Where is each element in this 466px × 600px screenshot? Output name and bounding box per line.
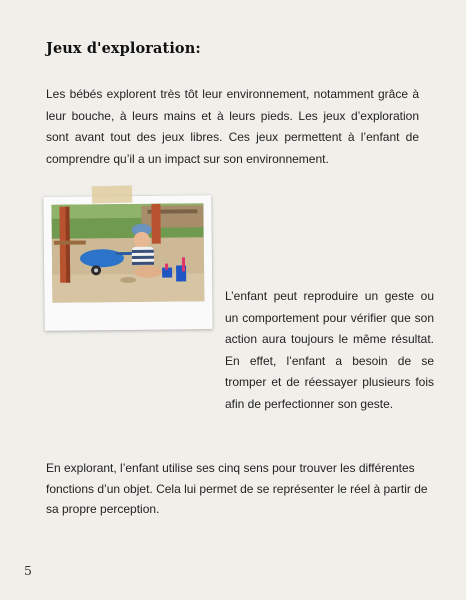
child-playing-in-sand-photo	[51, 203, 204, 303]
paragraph-five-senses: En explorant, l’enfant utilise ses cinq sens pour trouver les différentes fonctions d’un objet. Cela lui permet de se représenter le réel à partir de sa propre perception.	[46, 461, 428, 516]
paragraph-intro: Les bébés explorent très tôt leur environnement, notamment grâce à leur bouche, à leurs mains et à leurs pieds. Les jeux d’exploration sont avant tout des jeux libres. Ces jeux permettent à l’enfant de comprendre qu’il a un impact sur son environnement.	[46, 87, 419, 166]
page-number: 5	[24, 563, 32, 578]
photo-frame	[43, 195, 212, 331]
tape-strip	[92, 185, 132, 203]
paragraph-reproduce-gesture: L’enfant peut reproduire un geste ou un comportement pour vérifier que son action aura toujours le même résultat. En effet, l’enfant a besoin de se tromper et de réessayer plusieurs fois afin de perfectionner son geste.	[225, 289, 434, 411]
section-heading: Jeux d'exploration:	[46, 40, 201, 57]
